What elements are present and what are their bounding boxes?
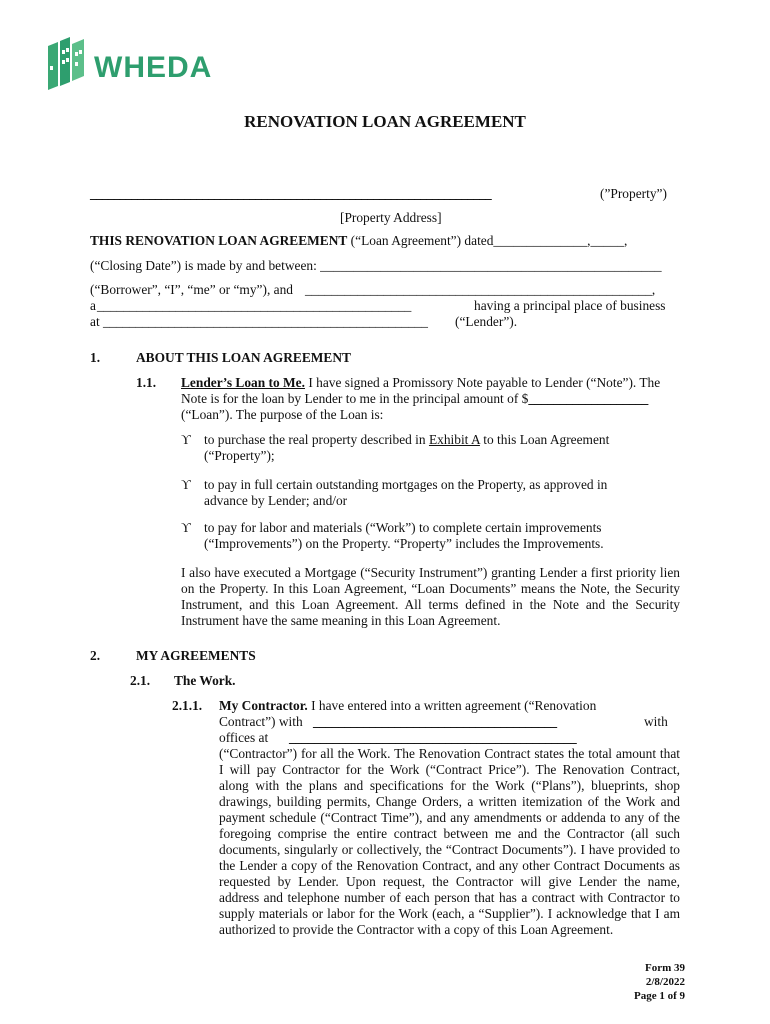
bullet-1-line1	[204, 432, 609, 448]
lender-at-right: (“Lender”).	[455, 314, 518, 329]
contract-with-right: with	[644, 714, 668, 729]
section1-1-text1: I have signed a Promissory Note payable to Lender (“Note”). The	[304, 375, 661, 390]
section1-1-line2	[181, 391, 648, 407]
lender-a-left: a	[90, 298, 96, 313]
borrower-blank: _____________________________________________________,	[305, 282, 656, 297]
section2-1-1-heading: My Contractor.	[219, 698, 308, 713]
footer-date: 2/8/2022	[645, 976, 685, 988]
bullet-3-line1: to pay for labor and materials (“Work”) to complete certain improvements	[204, 520, 602, 535]
property-label: (”Property”)	[600, 186, 667, 201]
section2-number: 2.	[90, 648, 101, 663]
footer-form: Form 39	[644, 962, 685, 974]
section1-1-heading: Lender’s Loan to Me.	[181, 375, 305, 390]
section2-1-1-text1: I have entered into a written agreement (“Renovation	[307, 698, 597, 713]
offices-at-blank: ______________________________________________	[289, 730, 577, 745]
lender-a-blank: ________________________________________________	[97, 298, 412, 313]
mortgage-paragraph: I also have executed a Mortgage (“Security Instrument”) granting Lender a first priority lien on the Property. In this Loan Agreement, “Loan Documents” means the Note, the Security Instrument, and this Loan Agreement. All terms defined in the Note and the Security Instrument have the same meaning in this Loan Agreement.	[181, 565, 680, 628]
wheda-logo	[46, 36, 216, 92]
lender-at-left: at	[90, 314, 100, 329]
bullet-3-line2: (“Improvements”) on the Property. “Property” includes the Improvements.	[204, 536, 604, 551]
closing-date-line: (“Closing Date”) is made by and between: ___________________________________________________	[90, 258, 662, 273]
agreement-line	[90, 233, 627, 249]
agreement-rest: (“Loan Agreement”) dated______________,_____,	[347, 233, 628, 248]
section1-1-line1	[181, 375, 660, 391]
section2-1-1-line1	[219, 698, 596, 714]
contract-with-left: Contract”) with	[219, 714, 303, 729]
bullet-1-pre: to purchase the real property described in	[204, 432, 429, 447]
bullet-2-line2: advance by Lender; and/or	[204, 493, 348, 508]
section2-heading: MY AGREEMENTS	[136, 648, 256, 663]
section1-1-text2: Note is for the loan by Lender to me in the principal amount of $	[181, 391, 529, 406]
logo-text: WHEDA	[94, 51, 213, 84]
lender-a-right: having a principal place of business	[474, 298, 666, 313]
property-address: [Property Address]	[340, 210, 442, 225]
section1-heading: ABOUT THIS LOAN AGREEMENT	[136, 350, 351, 365]
bullet-1-post: to this Loan Agreement	[479, 432, 610, 447]
amount-blank: ___________________	[528, 391, 648, 406]
footer-page: Page 1 of 9	[633, 990, 685, 1002]
section1-1-line3: (“Loan”). The purpose of the Loan is:	[181, 407, 384, 422]
section2-1-number: 2.1.	[130, 673, 151, 688]
page-title: RENOVATION LOAN AGREEMENT	[244, 112, 526, 131]
exhibit-a-link[interactable]: Exhibit A	[428, 432, 480, 447]
section2-1-1-number: 2.1.1.	[172, 698, 203, 713]
section1-1-number: 1.1.	[136, 375, 157, 390]
building-bars-icon	[46, 36, 88, 92]
bullet-2-line1: to pay in full certain outstanding mortgages on the Property, as approved in	[204, 477, 608, 492]
contractor-paragraph: (“Contractor”) for all the Work. The Renovation Contract states the total amount that I will pay Contractor for the Work (“Contract Price”). The Renovation Contract, along with the plans and specifications for the Work (“Plans”), blueprints, shop drawings, building permits, Change Orders, a written itemization of the Work and payment schedule (“Contract Time”), and any amendments or addenda to any of the foregoing comprise the entire contract between me and the Contractor (all such documents, singularly or collectively, the “Contract Documents”). I have provided to the Lender a copy of the Renovation Contract, and any other Contract Documents as requested by Lender. Upon request, the Contractor will give Lender the name, address and telephone number of each person that has a contract with Contractor to supply materials or labor for the Work (each, a “Supplier”). I acknowledge that I am authorized to provide the Contractor with a copy of this Loan Agreement.	[219, 746, 680, 937]
bullet-glyph-icon: ϒ	[181, 520, 191, 535]
bullet-glyph-icon: ϒ	[181, 432, 191, 447]
offices-at-left: offices at	[219, 730, 269, 745]
lender-at-blank: __________________________________________________	[103, 314, 428, 329]
section1-number: 1.	[90, 350, 101, 365]
section2-1-heading: The Work.	[174, 673, 236, 688]
bullet-glyph-icon: ϒ	[181, 477, 191, 492]
property-blank-line: ____________________________________________________________________	[90, 186, 491, 201]
borrower-left: (“Borrower”, “I”, “me” or “my”), and	[90, 282, 293, 297]
agreement-bold: THIS RENOVATION LOAN AGREEMENT	[90, 233, 348, 248]
contractor-name-blank: _______________________________________	[313, 714, 557, 729]
bullet-1-line2: (“Property”);	[204, 448, 275, 463]
